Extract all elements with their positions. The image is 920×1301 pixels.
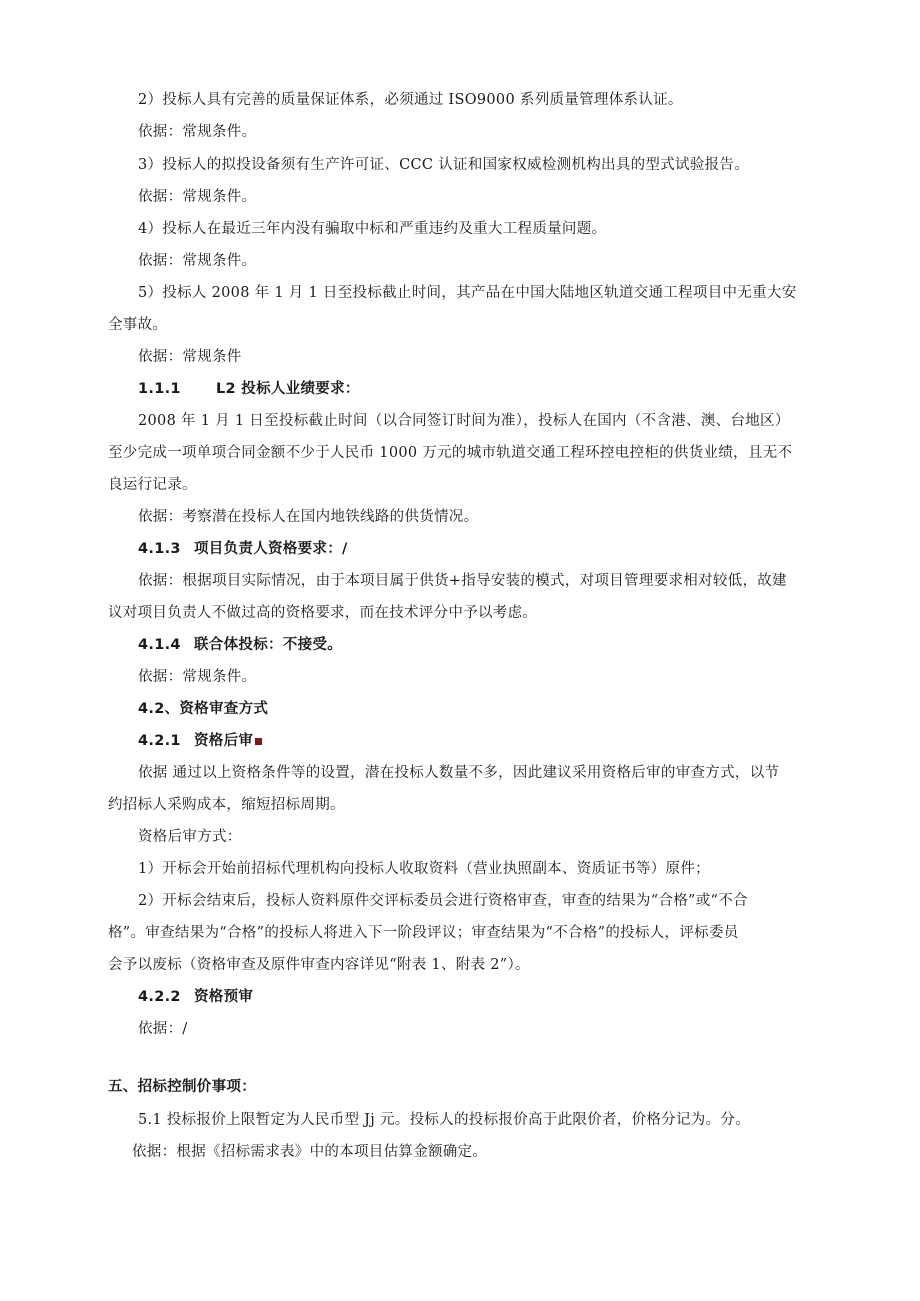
post-review-step-2-line-3: 会予以废标（资格审查及原件审查内容详见“附表 1、附表 2”）。 (108, 957, 530, 973)
post-review-step-1: 1）开标会开始前招标代理机构向投标人收取资料（营业执照副本、资质证书等）原件； (138, 861, 710, 877)
section-number: 1.1.1 (138, 381, 181, 397)
basis-5: 依据：常规条件 (138, 349, 242, 365)
requirement-5-line-1: 5）投标人 2008 年 1 月 1 日至投标截止时间，其产品在中国大陆地区轨道交通工程项目中无重大安 (138, 285, 797, 301)
basis-4: 依据：常规条件。 (138, 253, 257, 269)
post-review-basis-line-2: 约招标人采购成本，缩短招标周期。 (108, 797, 345, 813)
section-number: 4.2.2 (138, 989, 181, 1005)
post-review-basis-line-1: 依据 通过以上资格条件等的设置，潜在投标人数量不多，因此建议采用资格后审的审查方式，以节 (138, 765, 780, 781)
performance-basis: 依据：考察潜在投标人在国内地铁线路的供货情况。 (138, 509, 479, 525)
performance-line-2: 至少完成一项单项合同金额不少于人民币 1000 万元的城市轨道交通工程环控电控柜的供货业绩，且无不 (108, 445, 793, 461)
section-heading-1-1-1 (138, 379, 360, 399)
marker-square-icon (255, 738, 262, 745)
section-heading-4-2-2 (138, 987, 253, 1007)
section-title: 资格后审 (194, 733, 254, 749)
section-heading-5: 五、招标控制价事项： (108, 1079, 256, 1095)
requirement-5-line-2: 全事故。 (108, 317, 168, 333)
section-title: L2 投标人业绩要求： (216, 381, 360, 397)
basis-2: 依据：常规条件。 (138, 124, 257, 140)
pm-basis-line-2: 议对项目负责人不做过高的资格要求，而在技术评分中予以考虑。 (108, 605, 538, 621)
section-title: 项目负责人资格要求：/ (194, 541, 348, 557)
performance-line-3: 良运行记录。 (108, 477, 197, 493)
price-basis: 依据：根据《招标需求表》中的本项目估算金额确定。 (132, 1144, 488, 1160)
requirement-4: 4）投标人在最近三年内没有骗取中标和严重违约及重大工程质量问题。 (138, 221, 607, 237)
section-title: 资格预审 (194, 989, 254, 1005)
requirement-3: 3）投标人的拟投设备须有生产许可证、CCC 认证和国家权威检测机构出具的型式试验报告。 (138, 157, 750, 173)
pm-basis-line-1: 依据：根据项目实际情况，由于本项目属于供货+指导安装的模式，对项目管理要求相对较低，故建 (138, 573, 787, 589)
basis-3: 依据：常规条件。 (138, 189, 257, 205)
pre-review-basis: 依据：/ (138, 1021, 188, 1037)
post-review-step-2-line-2: 格”。审查结果为“合格”的投标人将进入下一阶段评议；审查结果为“不合格”的投标人，评标委员 (108, 925, 739, 941)
section-number: 4.1.4 (138, 637, 181, 653)
section-number: 4.2.1 (138, 733, 181, 749)
price-cap-line: 5.1 投标报价上限暂定为人民币型 Jj 元。投标人的投标报价高于此限价者，价格分记为。分。 (138, 1112, 750, 1128)
section-number: 4.1.3 (138, 541, 181, 557)
section-heading-4-1-4 (138, 635, 342, 655)
section-title: 联合体投标：不接受。 (194, 637, 342, 653)
post-review-method: 资格后审方式： (138, 829, 242, 845)
post-review-step-2-line-1: 2）开标会结束后，投标人资料原件交评标委员会进行资格审查，审查的结果为“合格”或“不合 (138, 893, 748, 909)
performance-line-1: 2008 年 1 月 1 日至投标截止时间（以合同签订时间为准），投标人在国内（不含港、澳、台地区） (138, 413, 790, 429)
section-heading-4-2-1 (138, 731, 262, 751)
requirement-2: 2）投标人具有完善的质量保证体系，必须通过 ISO9000 系列质量管理体系认证。 (138, 92, 683, 108)
section-heading-4-1-3 (138, 539, 348, 559)
section-heading-4-2: 4.2、资格审查方式 (138, 701, 269, 717)
jv-basis: 依据：常规条件。 (138, 669, 257, 685)
